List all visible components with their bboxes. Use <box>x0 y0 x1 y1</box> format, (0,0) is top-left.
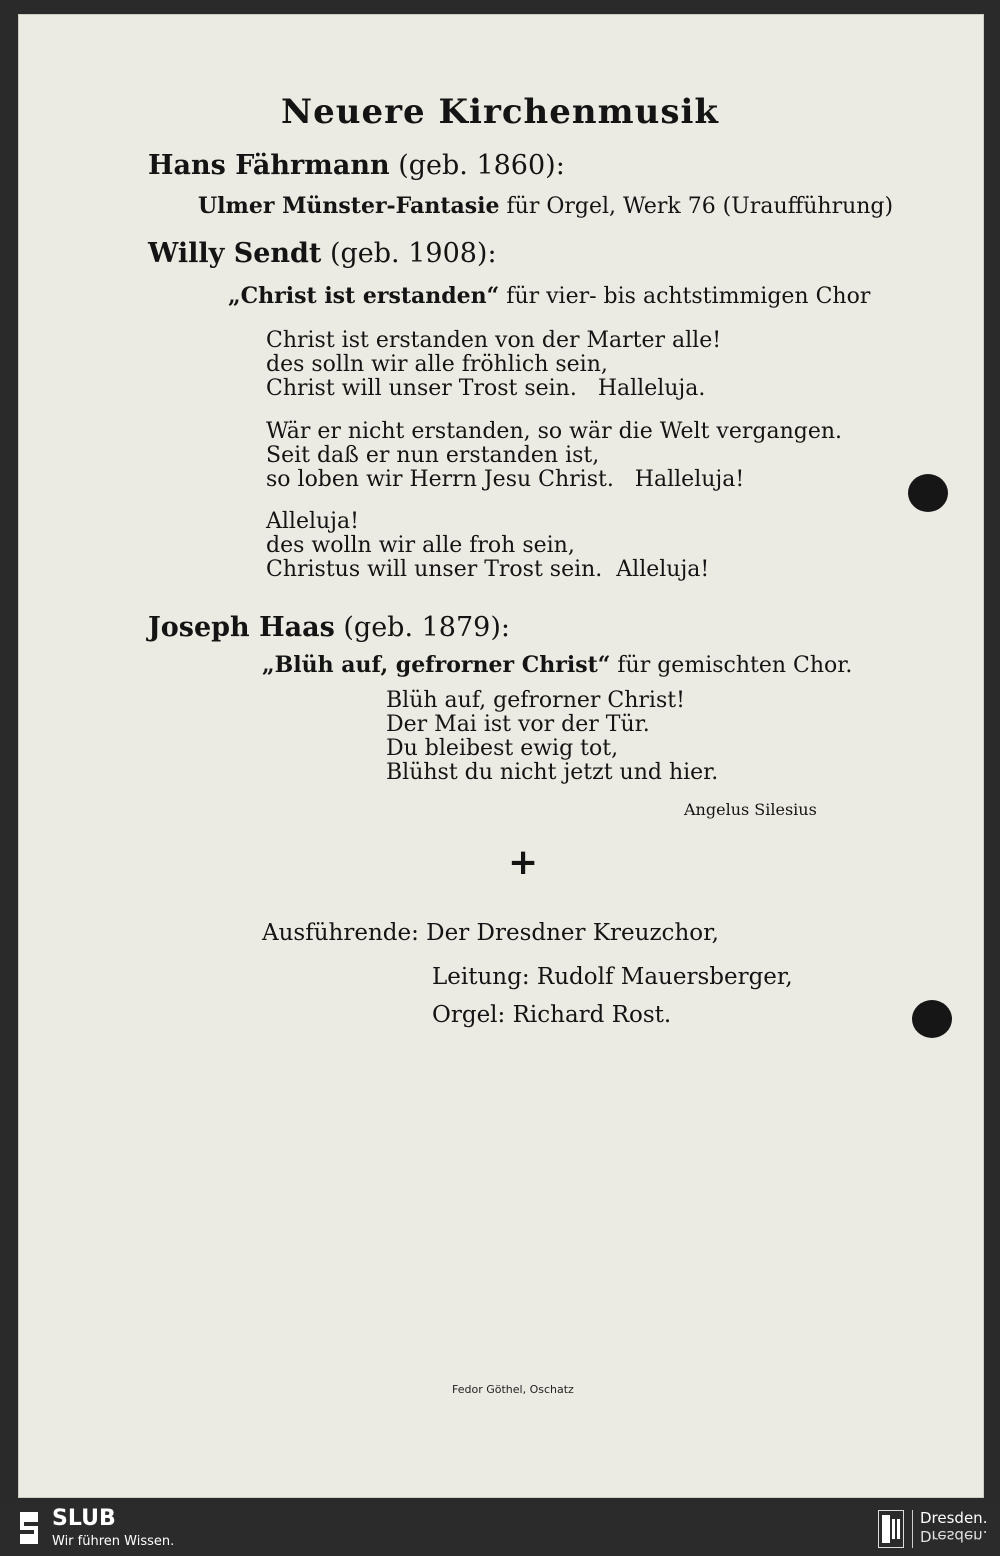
slub-tagline: Wir führen Wissen. <box>52 1534 175 1549</box>
printer-imprint: Fedor Göthel, Oschatz <box>452 1383 574 1396</box>
work-description: für gemischten Chor. <box>617 653 853 678</box>
performers-ensemble: Ausführende: Der Dresdner Kreuzchor, <box>262 920 719 946</box>
work-line <box>262 652 852 678</box>
footer-bar <box>0 1502 1000 1556</box>
punch-hole <box>908 474 948 512</box>
composer-heading <box>148 612 510 643</box>
composer-dates: (geb. 1879): <box>343 612 510 643</box>
lyric-line: des wolln wir alle froh sein, <box>266 533 575 558</box>
lyric-line: Blüh auf, gefrorner Christ! <box>386 688 685 713</box>
composer-heading <box>148 238 497 269</box>
lyric-line: Christus will unser Trost sein. Alleluja! <box>266 557 710 582</box>
dresden-crest-icon <box>878 1510 904 1548</box>
lyric-attribution: Angelus Silesius <box>684 800 817 819</box>
lyric-line: Christ ist erstanden von der Marter alle! <box>266 328 722 353</box>
work-description: für vier- bis achtstimmigen Chor <box>506 284 871 309</box>
composer-name: Willy Sendt <box>148 238 322 269</box>
page-title: Neuere Kirchenmusik <box>281 92 719 132</box>
slub-logo-icon <box>14 1510 44 1546</box>
slub-logo-text: SLUB <box>52 1506 116 1531</box>
lyric-line: Blühst du nicht jetzt und hier. <box>386 760 719 785</box>
work-line <box>228 283 870 309</box>
footer-divider <box>912 1510 913 1548</box>
composer-heading <box>148 150 565 181</box>
lyric-line: Der Mai ist vor der Tür. <box>386 712 650 737</box>
work-title: Ulmer Münster-Fantasie <box>198 193 500 219</box>
composer-name: Joseph Haas <box>148 612 335 643</box>
lyric-line: Christ will unser Trost sein. Halleluja. <box>266 376 706 401</box>
lyric-line: so loben wir Herrn Jesu Christ. Halleluja! <box>266 467 745 492</box>
dresden-line-mirrored: Dresden. <box>920 1527 988 1545</box>
lyric-line: Du bleibest ewig tot, <box>386 736 619 761</box>
cross-ornament: + <box>508 842 539 883</box>
dresden-line: Dresden. <box>920 1509 988 1527</box>
work-line <box>198 193 893 219</box>
work-title: „Christ ist erstanden“ <box>228 283 500 309</box>
work-description: für Orgel, Werk 76 (Uraufführung) <box>506 194 894 219</box>
lyric-line: Alleluja! <box>266 509 359 534</box>
performers-conductor: Leitung: Rudolf Mauersberger, <box>432 964 793 990</box>
lyric-line: des solln wir alle fröhlich sein, <box>266 352 608 377</box>
composer-dates: (geb. 1860): <box>398 150 565 181</box>
lyric-line: Seit daß er nun erstanden ist, <box>266 443 600 468</box>
lyric-line: Wär er nicht erstanden, so wär die Welt vergangen. <box>266 419 843 444</box>
performers-organ: Orgel: Richard Rost. <box>432 1002 672 1028</box>
composer-name: Hans Fährmann <box>148 150 390 181</box>
dresden-wordmark <box>920 1510 987 1544</box>
work-title: „Blüh auf, gefrorner Christ“ <box>262 652 611 678</box>
composer-dates: (geb. 1908): <box>329 238 497 269</box>
punch-hole <box>912 1000 952 1038</box>
